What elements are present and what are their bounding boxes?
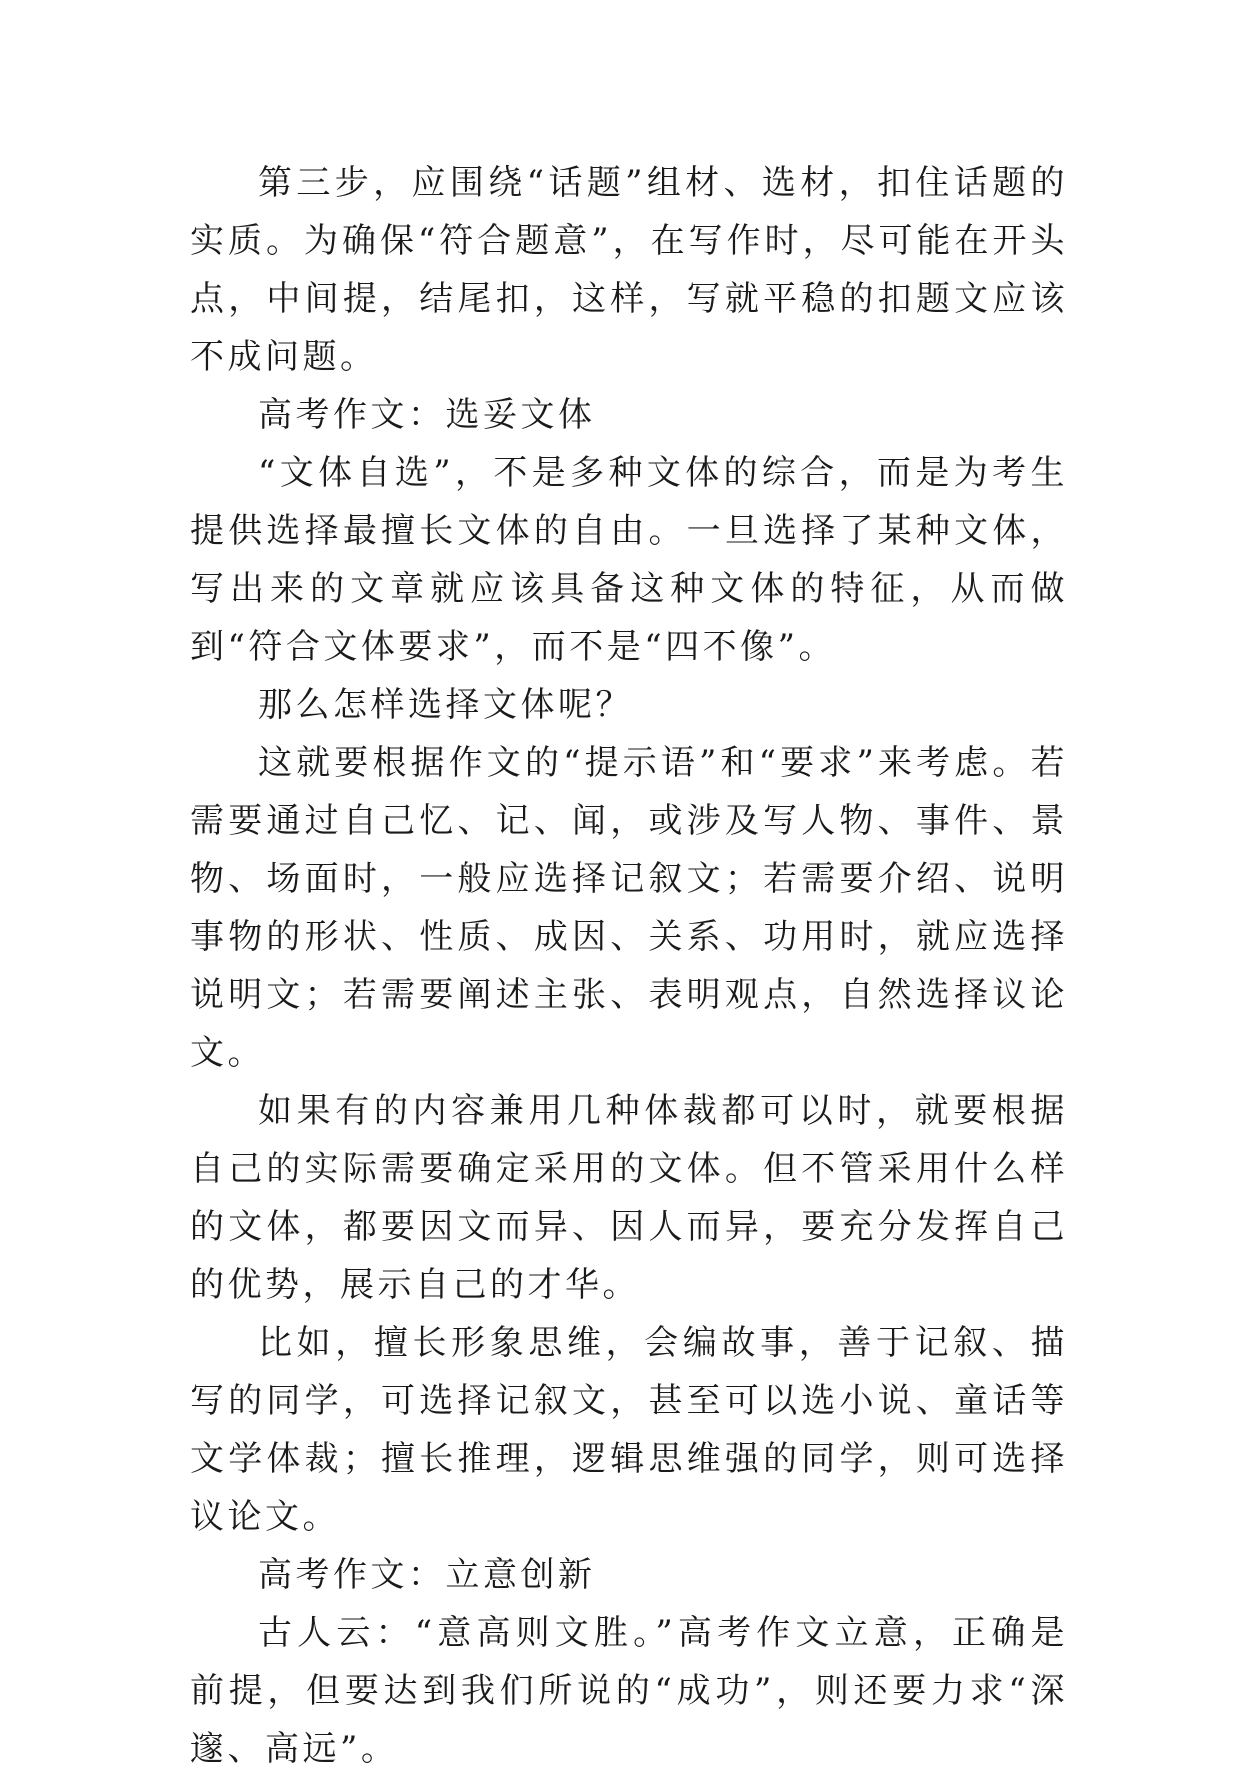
heading-innovative-idea: 高考作文：立意创新 bbox=[258, 1555, 596, 1595]
paragraph-ancient-saying: 古人云：“意高则文胜。”高考作文立意，正确是前提，但要达到我们所说的“成功”，则还要力求“深邃、高远”。 bbox=[190, 1613, 1068, 1769]
document-page bbox=[190, 154, 1068, 1778]
paragraph-prompt-requirements: 这就要根据作文的“提示语”和“要求”来考虑。若需要通过自己忆、记、闻，或涉及写人物、事件、景物、场面时，一般应选择记叙文；若需要介绍、说明事物的形状、性质、成因、关系、功用时，就应选择说明文；若需要阐述主张、表明观点，自然选择议论文。 bbox=[190, 743, 1068, 1073]
paragraph-step-three: 第三步，应围绕“话题”组材、选材，扣住话题的实质。为确保“符合题意”，在写作时，尽可能在开头点，中间提，结尾扣，这样，写就平稳的扣题文应该不成问题。 bbox=[190, 163, 1068, 377]
paragraph-question: 那么怎样选择文体呢？ bbox=[258, 685, 633, 725]
paragraph-multiple-genres: 如果有的内容兼用几种体裁都可以时，就要根据自己的实际需要确定采用的文体。但不管采用什么样的文体，都要因文而异、因人而异，要充分发挥自己的优势，展示自己的才华。 bbox=[190, 1091, 1068, 1305]
paragraph-genre-choice: “文体自选”，不是多种文体的综合，而是为考生提供选择最擅长文体的自由。一旦选择了某种文体，写出来的文章就应该具备这种文体的特征，从而做到“符合文体要求”，而不是“四不像”。 bbox=[190, 453, 1068, 667]
paragraph-example: 比如，擅长形象思维，会编故事，善于记叙、描写的同学，可选择记叙文，甚至可以选小说、童话等文学体裁；擅长推理，逻辑思维强的同学，则可选择议论文。 bbox=[190, 1323, 1068, 1537]
heading-choose-genre: 高考作文：选妥文体 bbox=[258, 395, 596, 435]
